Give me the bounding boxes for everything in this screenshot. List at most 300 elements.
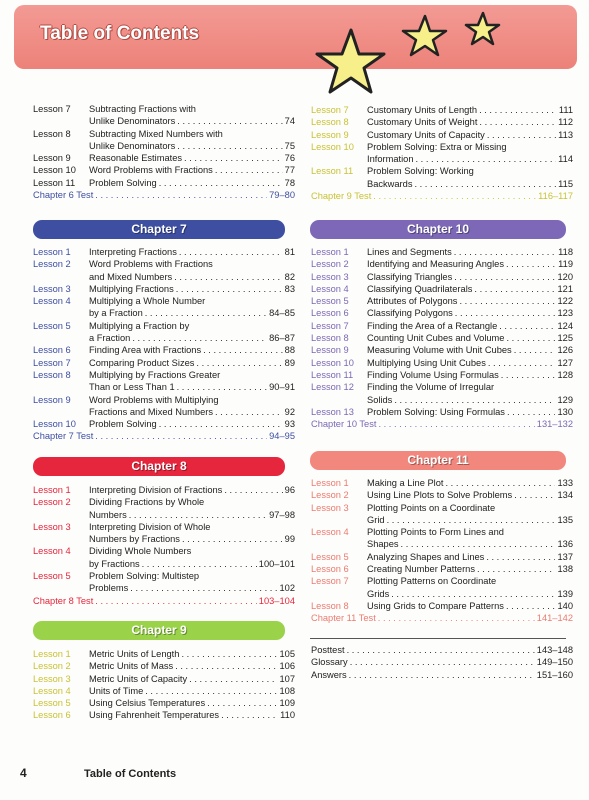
lesson-number: Lesson 9 xyxy=(311,129,349,140)
lesson-title: Problem Solving xyxy=(89,419,157,430)
lesson-title: Than or Less Than 1 xyxy=(89,382,175,393)
lesson-number: Lesson 7 xyxy=(311,105,349,115)
toc-entry xyxy=(367,141,573,153)
dot-leader xyxy=(207,697,277,709)
lesson-title: Reasonable Estimates xyxy=(89,153,183,164)
toc-lesson-row xyxy=(311,538,573,550)
toc-entry xyxy=(89,140,295,152)
toc-page-number: 92 xyxy=(284,406,295,417)
toc-entry xyxy=(89,697,295,709)
dot-leader xyxy=(506,600,556,612)
toc-lesson-row xyxy=(33,320,295,332)
toc-section-chapter-9-end xyxy=(311,104,573,202)
toc-entry xyxy=(89,128,295,140)
dot-leader xyxy=(95,189,267,201)
toc-entry xyxy=(367,538,573,550)
dot-leader xyxy=(414,178,556,190)
dot-leader xyxy=(477,563,555,575)
lesson-number: Lesson 7 xyxy=(311,320,349,331)
toc-entry xyxy=(311,644,573,656)
dot-leader xyxy=(514,344,556,356)
toc-entry xyxy=(89,558,295,570)
toc-entry xyxy=(89,332,295,344)
lesson-number: Lesson 1 xyxy=(311,247,349,257)
lesson-title: by Fractions xyxy=(89,558,140,569)
chapter-9-heading xyxy=(33,621,285,640)
chapter-7-title: Chapter 7 xyxy=(131,222,187,236)
toc-page-number: 96 xyxy=(284,485,295,495)
lesson-title: Word Problems with Multiplying xyxy=(89,394,219,405)
lesson-title: Problem Solving: Working xyxy=(367,166,474,177)
toc-test-row xyxy=(33,595,295,607)
lesson-title: Dividing Whole Numbers xyxy=(89,546,192,557)
toc-page-number: 81 xyxy=(284,247,295,257)
dot-leader xyxy=(182,533,283,545)
toc-entry xyxy=(89,320,295,332)
toc-lesson-row xyxy=(33,115,295,127)
lesson-number: Lesson 10 xyxy=(33,419,76,430)
dot-leader xyxy=(507,406,556,418)
toc-entry xyxy=(89,533,295,545)
dot-leader xyxy=(215,406,283,418)
toc-page-number: 119 xyxy=(558,259,573,270)
lesson-title: Metric Units of Length xyxy=(89,649,180,659)
toc-test-row xyxy=(311,418,573,430)
toc-page-number: 136 xyxy=(557,539,573,550)
toc-lesson-row xyxy=(33,283,295,295)
toc-lesson-row xyxy=(311,489,573,501)
lesson-title: Unlike Denominators xyxy=(89,116,176,127)
toc-page-number: 120 xyxy=(557,271,573,282)
lesson-number: Lesson 7 xyxy=(33,357,71,368)
lesson-number: Lesson 2 xyxy=(311,259,349,270)
page-number: 4 xyxy=(20,766,27,780)
footer-title: Table of Contents xyxy=(84,768,177,780)
dot-leader xyxy=(378,612,535,624)
lesson-title: Problem Solving: Using Formulas xyxy=(367,406,505,417)
toc-page-number: 114 xyxy=(558,154,573,165)
toc-entry xyxy=(367,563,573,575)
toc-page-number: 111 xyxy=(558,105,573,115)
lesson-number: Lesson 9 xyxy=(33,394,71,405)
lesson-number: Lesson 5 xyxy=(33,320,71,331)
toc-entry xyxy=(89,406,295,418)
lesson-title: Measuring Volume with Unit Cubes xyxy=(367,345,512,356)
toc-entry xyxy=(89,246,295,258)
toc-page-number: 82 xyxy=(284,271,295,282)
toc-page-number: 105 xyxy=(279,649,295,659)
toc-page-number: 102 xyxy=(279,583,295,594)
toc-lesson-row xyxy=(33,648,295,660)
lesson-title: Backwards xyxy=(367,178,413,189)
toc-entry xyxy=(367,129,573,141)
dot-leader xyxy=(132,332,267,344)
toc-page-number: 100–101 xyxy=(258,558,295,569)
toc-page-number: 124 xyxy=(557,320,573,331)
toc-entry xyxy=(89,570,295,582)
lesson-number: Lesson 5 xyxy=(33,571,71,582)
dot-leader xyxy=(486,551,555,563)
lesson-title: Classifying Polygons xyxy=(367,308,453,319)
toc-entry xyxy=(89,283,295,295)
lesson-number: Lesson 3 xyxy=(33,521,71,532)
toc-entry xyxy=(367,332,573,344)
dot-leader xyxy=(142,558,257,570)
toc-page-number: 93 xyxy=(284,419,295,430)
toc-entry xyxy=(89,258,295,270)
toc-entry xyxy=(89,344,295,356)
toc-page-number: 94–95 xyxy=(269,431,295,442)
toc-entry xyxy=(89,709,295,721)
toc-page-number: 97–98 xyxy=(269,509,295,520)
toc-lesson-row xyxy=(33,394,295,406)
toc-entry-title: Chapter 6 Test xyxy=(33,190,94,201)
toc-page-number: 131–132 xyxy=(536,419,573,430)
lesson-title: Making a Line Plot xyxy=(367,478,444,488)
toc-entry xyxy=(367,178,573,190)
dot-leader xyxy=(454,271,555,283)
lesson-title: Interpreting Fractions xyxy=(89,247,177,257)
toc-lesson-row xyxy=(311,588,573,600)
dot-leader xyxy=(506,332,555,344)
toc-entry xyxy=(367,575,573,587)
toc-page-number: 86–87 xyxy=(269,333,295,344)
toc-entry xyxy=(89,103,295,115)
lesson-title: Problem Solving: Multistep xyxy=(89,571,200,582)
toc-lesson-row xyxy=(311,575,573,587)
toc-entry xyxy=(311,190,573,202)
toc-page-number: 128 xyxy=(557,369,573,380)
toc-page-number: 75 xyxy=(284,140,295,151)
toc-entry xyxy=(367,104,573,116)
toc-lesson-row xyxy=(33,152,295,164)
star-icon-large xyxy=(317,30,384,92)
lesson-title: Fractions and Mixed Numbers xyxy=(89,406,214,417)
toc-lesson-row xyxy=(33,103,295,115)
toc-entry xyxy=(89,271,295,283)
toc-section-chapter-7 xyxy=(33,246,295,443)
toc-page-number: 89 xyxy=(284,357,295,368)
toc-page-number: 83 xyxy=(284,283,295,294)
toc-lesson-row xyxy=(33,558,295,570)
toc-lesson-row xyxy=(311,129,573,141)
toc-page-number: 151–160 xyxy=(536,669,573,680)
toc-lesson-row xyxy=(33,369,295,381)
dot-leader xyxy=(189,673,277,685)
lesson-number: Lesson 4 xyxy=(311,527,349,538)
toc-lesson-row xyxy=(311,563,573,575)
lesson-title: Comparing Product Sizes xyxy=(89,357,195,368)
dot-leader xyxy=(129,509,267,521)
toc-entry xyxy=(89,509,295,521)
star-icon-small xyxy=(466,13,499,44)
lesson-number: Lesson 10 xyxy=(311,141,354,152)
lesson-number: Lesson 1 xyxy=(311,478,349,488)
lesson-title: Customary Units of Capacity xyxy=(367,129,485,140)
toc-lesson-row xyxy=(311,502,573,514)
lesson-number: Lesson 4 xyxy=(33,685,71,696)
toc-lesson-row xyxy=(33,685,295,697)
lesson-title: Grid xyxy=(367,514,385,525)
toc-test-row xyxy=(311,190,573,202)
toc-lesson-row xyxy=(33,164,295,176)
dot-leader xyxy=(454,246,556,258)
lesson-title: Interpreting Division of Whole xyxy=(89,521,211,532)
toc-lesson-row xyxy=(311,271,573,283)
lesson-title: Subtracting Mixed Numbers with xyxy=(89,128,223,139)
lesson-number: Lesson 9 xyxy=(311,345,349,356)
dot-leader xyxy=(130,582,277,594)
lesson-number: Lesson 2 xyxy=(33,259,71,270)
toc-page-number: 141–142 xyxy=(536,613,573,624)
toc-entry xyxy=(367,165,573,177)
lesson-number: Lesson 2 xyxy=(33,497,71,508)
dot-leader xyxy=(159,177,283,189)
stars-decoration xyxy=(300,0,589,110)
toc-page-number: 126 xyxy=(557,345,573,356)
lesson-number: Lesson 11 xyxy=(311,166,354,177)
toc-entry xyxy=(367,477,573,489)
dot-leader xyxy=(174,271,282,283)
toc-page-number: 133 xyxy=(557,478,573,488)
toc-page-number: 106 xyxy=(279,661,295,672)
lesson-title: and Mixed Numbers xyxy=(89,271,173,282)
page-title: Table of Contents xyxy=(40,23,200,44)
lesson-number: Lesson 3 xyxy=(311,271,349,282)
toc-page-number: 107 xyxy=(279,673,295,684)
lesson-title: Interpreting Division of Fractions xyxy=(89,485,223,495)
lesson-title: Classifying Triangles xyxy=(367,271,453,282)
toc-test-row xyxy=(311,656,573,668)
dot-leader xyxy=(145,685,277,697)
toc-entry xyxy=(89,545,295,557)
lesson-title: Shapes xyxy=(367,539,399,550)
lesson-title: Identifying and Measuring Angles xyxy=(367,259,504,270)
toc-lesson-row xyxy=(33,381,295,393)
toc-lesson-row xyxy=(33,521,295,533)
dot-leader xyxy=(499,320,555,332)
dot-leader xyxy=(181,648,277,660)
lesson-number: Lesson 1 xyxy=(33,247,71,257)
dot-leader xyxy=(347,644,535,656)
dot-leader xyxy=(177,140,282,152)
chapter-10-heading xyxy=(310,220,566,239)
lesson-number: Lesson 5 xyxy=(311,551,349,562)
toc-lesson-row xyxy=(311,381,573,393)
lesson-number: Lesson 4 xyxy=(311,283,349,294)
toc-lesson-row xyxy=(311,357,573,369)
lesson-number: Lesson 10 xyxy=(33,165,76,176)
lesson-number: Lesson 3 xyxy=(33,283,71,294)
dot-leader xyxy=(175,660,277,672)
toc-section-chapter-6-end xyxy=(33,103,295,201)
toc-test-row xyxy=(311,644,573,656)
toc-entry xyxy=(311,418,573,430)
toc-lesson-row xyxy=(33,177,295,189)
toc-entry xyxy=(367,357,573,369)
lesson-title: Plotting Points to Form Lines and xyxy=(367,527,504,538)
lesson-title: by a Fraction xyxy=(89,308,143,319)
dot-leader xyxy=(177,381,268,393)
lesson-title: Finding Area with Fractions xyxy=(89,345,202,356)
toc-section-chapter-11 xyxy=(311,477,573,625)
lesson-title: Numbers by Fractions xyxy=(89,534,180,545)
toc-page-number: 134 xyxy=(557,490,573,501)
toc-lesson-row xyxy=(33,545,295,557)
toc-page-number: 109 xyxy=(279,698,295,709)
lesson-title: Multiplying Fractions xyxy=(89,283,174,294)
lesson-title: Grids xyxy=(367,588,390,599)
lesson-title: Problem Solving xyxy=(89,177,157,188)
toc-page-number: 123 xyxy=(557,308,573,319)
toc-page-number: 110 xyxy=(280,710,295,721)
lesson-title: Numbers xyxy=(89,509,127,520)
toc-page-number: 122 xyxy=(557,296,573,307)
dot-leader xyxy=(455,307,556,319)
toc-entry xyxy=(367,320,573,332)
lesson-title: Word Problems with Fractions xyxy=(89,259,213,270)
toc-entry xyxy=(89,394,295,406)
toc-entry xyxy=(367,246,573,258)
lesson-title: Analyzing Shapes and Lines xyxy=(367,551,485,562)
dot-leader xyxy=(514,489,555,501)
toc-entry xyxy=(89,164,295,176)
toc-page-number: 115 xyxy=(558,178,573,189)
toc-lesson-row xyxy=(311,165,573,177)
toc-lesson-row xyxy=(33,246,295,258)
lesson-title: Customary Units of Length xyxy=(367,105,478,115)
toc-entry xyxy=(367,551,573,563)
dot-leader xyxy=(196,357,282,369)
dot-leader xyxy=(177,115,282,127)
toc-section-chapter-9 xyxy=(33,648,295,722)
toc-lesson-row xyxy=(33,258,295,270)
toc-page-number: 143–148 xyxy=(536,645,573,655)
lesson-title: Creating Number Patterns xyxy=(367,564,475,575)
toc-test-row xyxy=(311,669,573,681)
toc-page-number: 121 xyxy=(557,283,573,294)
toc-entry xyxy=(367,514,573,526)
toc-lesson-row xyxy=(311,526,573,538)
chapter-11-heading xyxy=(310,451,566,470)
toc-page-number: 79–80 xyxy=(269,190,295,201)
dot-leader xyxy=(221,709,278,721)
toc-entry xyxy=(89,418,295,430)
toc-entry xyxy=(367,307,573,319)
toc-lesson-row xyxy=(311,332,573,344)
toc-lesson-row xyxy=(33,357,295,369)
toc-page-number: 139 xyxy=(557,588,573,599)
dot-leader xyxy=(416,153,557,165)
toc-entry xyxy=(367,502,573,514)
toc-page-number: 99 xyxy=(284,534,295,545)
toc-lesson-row xyxy=(311,344,573,356)
toc-lesson-row xyxy=(33,673,295,685)
toc-entry xyxy=(89,496,295,508)
lesson-title: Multiplying a Fraction by xyxy=(89,320,190,331)
toc-entry xyxy=(33,189,295,201)
toc-page-number: 84–85 xyxy=(269,308,295,319)
toc-page-number: 76 xyxy=(284,153,295,164)
toc-entry xyxy=(367,588,573,600)
lesson-number: Lesson 4 xyxy=(33,546,71,557)
lesson-number: Lesson 8 xyxy=(311,117,349,128)
toc-lesson-row xyxy=(33,509,295,521)
toc-page-number: 78 xyxy=(284,177,295,188)
lesson-title: Plotting Patterns on Coordinate xyxy=(367,576,497,587)
toc-entry xyxy=(367,344,573,356)
lesson-number: Lesson 6 xyxy=(311,308,349,319)
toc-entry xyxy=(367,381,573,393)
toc-entry xyxy=(89,582,295,594)
toc-lesson-row xyxy=(311,394,573,406)
toc-entry-title: Answers xyxy=(311,669,347,680)
divider xyxy=(310,638,566,639)
toc-entry xyxy=(89,307,295,319)
toc-entry xyxy=(33,430,295,442)
toc-entry-title: Chapter 9 Test xyxy=(311,191,372,202)
toc-entry xyxy=(367,489,573,501)
toc-lesson-row xyxy=(311,406,573,418)
toc-page-number: 90–91 xyxy=(269,382,295,393)
lesson-title: Customary Units of Weight xyxy=(367,117,478,128)
toc-entry xyxy=(89,521,295,533)
toc-lesson-row xyxy=(311,178,573,190)
dot-leader xyxy=(95,430,267,442)
lesson-title: Using Grids to Compare Patterns xyxy=(367,600,504,611)
toc-entry xyxy=(89,648,295,660)
lesson-number: Lesson 5 xyxy=(311,296,349,307)
toc-lesson-row xyxy=(311,258,573,270)
toc-entry xyxy=(311,669,573,681)
toc-page-number: 74 xyxy=(284,116,295,127)
dot-leader xyxy=(506,258,556,270)
toc-lesson-row xyxy=(311,551,573,563)
dot-leader xyxy=(215,164,283,176)
toc-page-number: 137 xyxy=(557,551,573,562)
toc-lesson-row xyxy=(311,307,573,319)
dot-leader xyxy=(479,104,557,116)
toc-lesson-row xyxy=(311,295,573,307)
dot-leader xyxy=(459,295,555,307)
toc-lesson-row xyxy=(33,418,295,430)
toc-lesson-row xyxy=(33,709,295,721)
toc-entry xyxy=(367,153,573,165)
toc-page-number: 113 xyxy=(558,129,573,140)
lesson-title: Dividing Fractions by Whole xyxy=(89,497,205,508)
toc-section-chapter-10 xyxy=(311,246,573,430)
toc-page-number: 127 xyxy=(557,357,573,368)
toc-lesson-row xyxy=(33,295,295,307)
toc-test-row xyxy=(311,612,573,624)
lesson-number: Lesson 8 xyxy=(33,128,71,139)
lesson-number: Lesson 7 xyxy=(311,576,349,587)
toc-section-back-matter xyxy=(311,644,573,681)
toc-lesson-row xyxy=(33,582,295,594)
toc-entry xyxy=(89,673,295,685)
toc-entry-title: Chapter 11 Test xyxy=(311,613,376,624)
lesson-title: a Fraction xyxy=(89,333,131,344)
toc-test-row xyxy=(33,430,295,442)
toc-entry xyxy=(89,484,295,496)
toc-entry xyxy=(89,295,295,307)
lesson-number: Lesson 13 xyxy=(311,406,354,417)
toc-page-number: 118 xyxy=(558,247,573,257)
toc-lesson-row xyxy=(311,320,573,332)
lesson-title: Using Line Plots to Solve Problems xyxy=(367,490,513,501)
lesson-title: Using Fahrenheit Temperatures xyxy=(89,710,220,721)
toc-page-number: 140 xyxy=(557,600,573,611)
